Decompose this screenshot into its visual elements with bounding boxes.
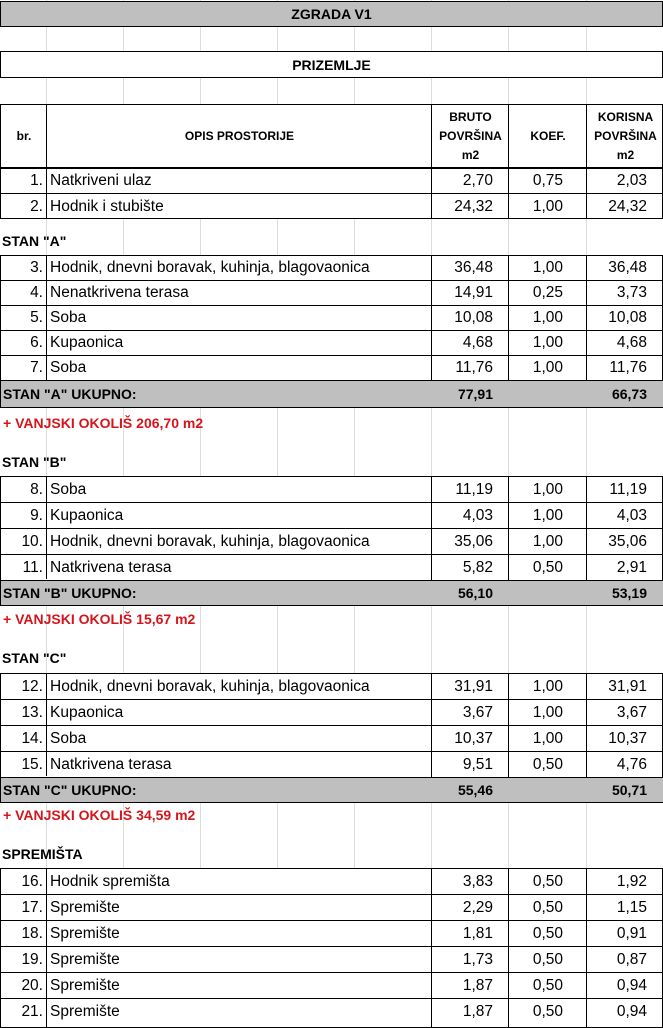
stan-b-table <box>0 476 663 606</box>
table-row: 7. Soba 11,76 1,00 11,76 <box>1 356 663 381</box>
common-rows-group <box>0 168 663 219</box>
table-row: 6. Kupaonica 4,68 1,00 4,68 <box>1 331 663 356</box>
stan-b-title: STAN "B" <box>2 454 67 470</box>
table-row: 16. Hodnik spremišta 3,83 0,50 1,92 <box>1 869 663 895</box>
table-row: 17. Spremište 2,29 0,50 1,15 <box>1 895 663 921</box>
building-title: ZGRADA V1 <box>0 1 663 27</box>
stan-a-extra-note: + VANJSKI OKOLIŠ 206,70 m2 <box>3 415 204 431</box>
table-row: 15. Natkrivena terasa 9,51 0,50 4,76 <box>1 752 663 778</box>
table-row: 19. Spremište 1,73 0,50 0,87 <box>1 947 663 973</box>
col-opis-header: OPIS PROSTORIJE <box>184 128 295 143</box>
floor-title: PRIZEMLJE <box>0 51 663 78</box>
spremista-title: SPREMIŠTA <box>2 846 83 862</box>
table-row: 18. Spremište 1,81 0,50 0,91 <box>1 921 663 947</box>
table-row: 4. Nenatkrivena terasa 14,91 0,25 3,73 <box>1 281 663 306</box>
stan-b-total-row: STAN "B" UKUPNO: 56,10 53,19 <box>1 581 663 605</box>
table-header <box>0 104 663 168</box>
stan-a-title: STAN "A" <box>2 233 67 249</box>
stan-b-extra-note: + VANJSKI OKOLIŠ 15,67 m2 <box>3 611 196 627</box>
stan-c-extra-note: + VANJSKI OKOLIŠ 34,59 m2 <box>3 807 196 823</box>
table-row: 5. Soba 10,08 1,00 10,08 <box>1 306 663 331</box>
table-row: 12. Hodnik, dnevni boravak, kuhinja, blagovaonica 31,91 1,00 31,91 <box>1 674 663 700</box>
table-row: 21. Spremište 1,87 0,50 0,94 <box>21 1003 647 1020</box>
stan-c-total-row: STAN "C" UKUPNO: 55,46 50,71 <box>1 778 663 802</box>
col-koef-header: KOEF. <box>530 128 566 143</box>
spremista-table <box>0 868 663 1028</box>
stan-c-title: STAN "C" <box>2 650 67 666</box>
col-bruto-header: BRUTO POVRŠINA m2 <box>439 109 502 162</box>
table-row: 13. Kupaonica 3,67 1,00 3,67 <box>1 700 663 726</box>
table-row: 2. Hodnik i stubište 24,32 1,00 24,32 <box>30 197 647 215</box>
stan-a-total-row: STAN "A" UKUPNO: 77,91 66,73 <box>1 381 663 407</box>
table-row: 9. Kupaonica 4,03 1,00 4,03 <box>1 503 663 529</box>
table-row: 3. Hodnik, dnevni boravak, kuhinja, blagovaonica 36,48 1,00 36,48 <box>1 256 663 281</box>
table-row: 20. Spremište 1,87 0,50 0,94 <box>1 973 663 999</box>
stan-c-table <box>0 673 663 803</box>
table-row: 8. Soba 11,19 1,00 11,19 <box>1 477 663 503</box>
col-korisna-header: KORISNA POVRŠINA m2 <box>594 109 657 162</box>
table-row: 1. Natkriveni ulaz 2,70 0,75 2,03 <box>1 169 663 194</box>
table-row: 10. Hodnik, dnevni boravak, kuhinja, blagovaonica 35,06 1,00 35,06 <box>1 529 663 555</box>
col-br-header: br. <box>16 128 32 143</box>
table-row: 11. Natkrivena terasa 5,82 0,50 2,91 <box>1 555 663 581</box>
table-row: 14. Soba 10,37 1,00 10,37 <box>1 726 663 752</box>
stan-a-table <box>0 255 663 408</box>
